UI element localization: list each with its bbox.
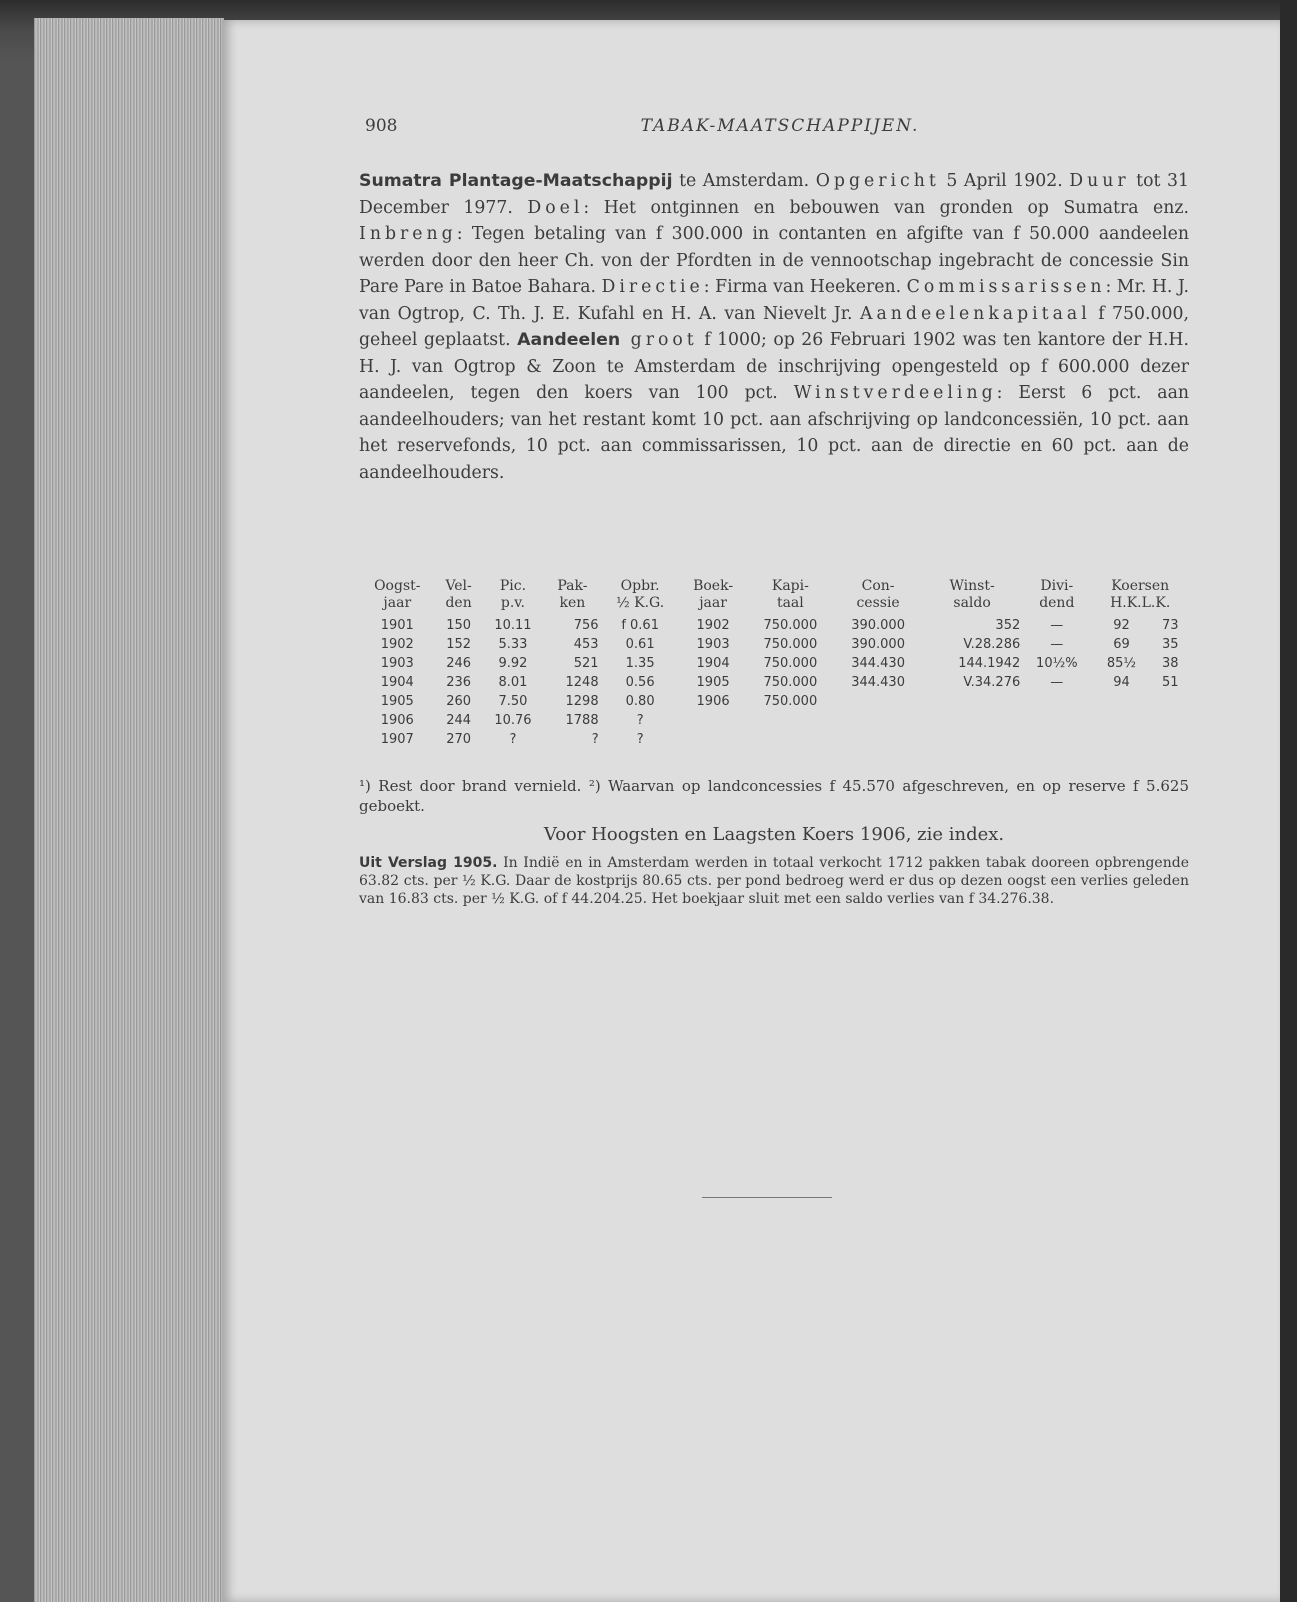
- table-cell: 1904: [380, 675, 414, 690]
- table-cell: 1906: [380, 713, 414, 728]
- table-cell: 1904: [696, 656, 730, 671]
- col-opbrengst: Opbr. ½ K.G.: [616, 578, 665, 611]
- end-rule: [702, 1197, 832, 1198]
- table-cell: 236: [446, 675, 472, 690]
- table-cell: [834, 692, 922, 711]
- table-row: [359, 654, 1189, 673]
- table-cell: ?: [591, 732, 599, 747]
- scan-border: [1280, 0, 1297, 1602]
- book-page-edges: [34, 18, 224, 1602]
- table-row: [359, 711, 1189, 730]
- table-row: [359, 635, 1189, 654]
- col-kapitaal: Kapi- taal: [771, 578, 809, 611]
- table-cell: [1022, 730, 1091, 749]
- table-cell: 10½%: [1036, 656, 1078, 671]
- col-pic: Pic. p.v.: [499, 578, 527, 611]
- table-body: [359, 616, 1189, 749]
- table-cell: 51: [1162, 675, 1179, 690]
- col-boekjaar: Boek- jaar: [693, 578, 734, 611]
- table-cell: 344.430: [851, 675, 905, 690]
- keyword: Aandeelenkapitaal: [860, 303, 1091, 324]
- table-cell: [746, 711, 834, 730]
- table-cell: 750.000: [763, 637, 818, 652]
- table-cell: [680, 711, 747, 730]
- table-cell: 9.92: [498, 656, 528, 671]
- table-cell: [1152, 692, 1189, 711]
- text-segment: f 750.000, geheel geplaatst.: [359, 303, 1189, 350]
- table-cell: ?: [509, 732, 517, 747]
- keyword: Directie: [601, 277, 704, 297]
- table-cell: [1091, 692, 1151, 711]
- text-segment: : Firma van Heekeren.: [703, 277, 907, 297]
- table-cell: 521: [573, 656, 599, 671]
- table-cell: 69: [1113, 637, 1130, 652]
- table-cell: [834, 730, 922, 749]
- table-cell: 246: [446, 656, 472, 671]
- table-cell: 390.000: [851, 618, 905, 633]
- table-row: [359, 673, 1189, 692]
- table-cell: [746, 730, 834, 749]
- table-cell: 10.76: [494, 713, 532, 728]
- text-segment: : Mr. H. J. van Ogtrop, C. Th. J. E. Kufahl en H. A. van Nievelt Jr.: [359, 277, 1190, 324]
- keyword: Commissarissen: [906, 277, 1106, 297]
- table-cell: 1901: [380, 618, 414, 633]
- text-segment: f 1000; op 26 Februari 1902 was ten kantore der H.H. H. J. van Ogtrop & Zoon te Amsterdam de inschrijving opengesteld op f 600.000 dezer aandeelen, tegen den koers van 100 pct.: [359, 330, 1189, 403]
- keyword: Winstverdeeling: [793, 383, 997, 403]
- company-description: [359, 168, 1189, 486]
- keyword: Doel: [527, 197, 584, 218]
- table-cell: 1903: [380, 656, 414, 671]
- keyword: Opgericht: [815, 171, 940, 191]
- table-cell: 453: [573, 637, 599, 652]
- table-cell: 7.50: [498, 694, 528, 709]
- running-title: TABAK-MAATSCHAPPIJEN.: [640, 116, 920, 136]
- table-cell: 750.000: [763, 618, 818, 633]
- table-row: [359, 692, 1189, 711]
- table-cell: 1905: [696, 675, 730, 690]
- text-segment: : Eerst 6 pct. aan aandeelhouders; van het restant komt 10 pct. aan afschrijving op landconcessiën, 10 pct. aan het reservefonds, 10 pct. aan commissarissen, 10 pct. aan de directie en 60 pct. aan de aandeelhouders.: [359, 383, 1189, 483]
- table-cell: 10.11: [494, 618, 532, 633]
- table-cell: 244: [446, 713, 472, 728]
- table-cell: 344.430: [851, 656, 905, 671]
- see-index-note: Voor Hoogsten en Laagsten Koers 1906, zie index.: [543, 824, 1005, 845]
- table-cell: [1091, 730, 1151, 749]
- table-cell: 150: [446, 618, 472, 633]
- table-cell: 1905: [380, 694, 414, 709]
- table-cell: 1.35: [625, 656, 655, 671]
- text-segment: 5 April 1902.: [939, 171, 1070, 191]
- table-cell: 750.000: [763, 675, 818, 690]
- table-cell: 1906: [696, 694, 730, 709]
- table-cell: ?: [636, 713, 644, 728]
- table-cell: [922, 730, 1022, 749]
- table-cell: 0.56: [625, 675, 655, 690]
- company-name: Sumatra Plantage-Maatschappij: [359, 171, 673, 191]
- col-velden: Vel- den: [445, 578, 472, 611]
- table-cell: 1248: [565, 675, 599, 690]
- report-label: Uit Verslag 1905.: [359, 855, 498, 871]
- table-cell: 35: [1162, 637, 1179, 652]
- annual-report-summary: [359, 854, 1189, 908]
- table-cell: 390.000: [851, 637, 905, 652]
- table-cell: 92: [1113, 618, 1130, 633]
- table-cell: 38: [1162, 656, 1179, 671]
- table-cell: —: [1050, 618, 1064, 633]
- table-cell: 5.33: [498, 637, 528, 652]
- table-cell: [922, 711, 1022, 730]
- table-cell: 85½: [1106, 656, 1137, 671]
- table-cell: 0.61: [625, 637, 655, 652]
- keyword-bold: Aandeelen: [517, 330, 621, 350]
- text-segment: : Tegen betaling van f 300.000 in contanten en afgifte van f 50.000 aandeelen werden door den heer Ch. von der Pfordten in de vennootschap ingebracht de concessie Sin Pare Pare in Batoe Bahara.: [359, 224, 1189, 297]
- table-cell: 1298: [565, 694, 599, 709]
- table-cell: f 0.61: [621, 618, 659, 633]
- table-cell: [1022, 711, 1091, 730]
- table-cell: 270: [446, 732, 472, 747]
- table-cell: [834, 711, 922, 730]
- table-cell: 1907: [380, 732, 414, 747]
- table-cell: —: [1050, 637, 1064, 652]
- table-cell: [680, 730, 747, 749]
- col-koersen: Koersen H.K.L.K.: [1110, 578, 1171, 611]
- book-page: [222, 20, 1280, 1602]
- table-cell: [1091, 711, 1151, 730]
- table-cell: [1022, 692, 1091, 711]
- table-cell: 352: [995, 618, 1021, 633]
- table-cell: V.34.276: [963, 675, 1021, 690]
- keyword: Inbreng: [359, 224, 457, 244]
- table-cell: 1902: [380, 637, 414, 652]
- text-segment: tot 31 December 1977.: [359, 171, 1189, 218]
- col-concessie: Con- cessie: [856, 578, 900, 611]
- table-cell: 750.000: [763, 656, 818, 671]
- col-winstsaldo: Winst- saldo: [949, 578, 995, 611]
- table-row: [359, 616, 1189, 635]
- table-cell: 260: [446, 694, 472, 709]
- table-header-row: [359, 578, 1189, 616]
- col-oogstjaar: Oogst- jaar: [374, 578, 421, 611]
- table-row: [359, 730, 1189, 749]
- table-cell: 144.1942: [958, 656, 1021, 671]
- col-pakken: Pak- ken: [557, 578, 588, 611]
- table-cell: 94: [1113, 675, 1130, 690]
- page-number: 908: [365, 116, 398, 136]
- table-cell: 756: [573, 618, 599, 633]
- text-segment: : Het ontginnen en bebouwen van gronden op Sumatra enz.: [583, 197, 1190, 218]
- table-cell: 8.01: [498, 675, 528, 690]
- table-cell: 1903: [696, 637, 730, 652]
- keyword: groot: [620, 330, 698, 350]
- table-cell: ?: [636, 732, 644, 747]
- table-cell: [1152, 730, 1189, 749]
- text-segment: te Amsterdam.: [672, 171, 816, 191]
- footnotes: ¹) Rest door brand vernield. ²) Waarvan op landconcessies f 45.570 afgeschreven, en op reserve f 5.625 geboekt.: [359, 777, 1189, 815]
- col-dividend: Divi- dend: [1039, 578, 1075, 611]
- table-cell: [922, 692, 1022, 711]
- keyword: Duur: [1069, 171, 1130, 191]
- report-text: In Indië en in Amsterdam werden in totaal verkocht 1712 pakken tabak dooreen opbrengende 63.82 cts. per ½ K.G. Daar de kostprijs 80.65 cts. per pond bedroeg werd er dus op dezen oogst een verlies geleden van 16.83 cts. per ½ K.G. of f 44.204.25. Het boekjaar sluit met een saldo verlies van f 34.276.38.: [359, 855, 1189, 907]
- harvest-table: [359, 578, 1189, 749]
- table-cell: 750.000: [763, 694, 818, 709]
- table-cell: V.28.286: [963, 637, 1021, 652]
- running-head: [365, 116, 1195, 140]
- table-cell: —: [1050, 675, 1064, 690]
- table-cell: 1788: [565, 713, 599, 728]
- table-cell: 73: [1162, 618, 1179, 633]
- table-cell: [1152, 711, 1189, 730]
- table-cell: 1902: [696, 618, 730, 633]
- table-cell: 152: [446, 637, 472, 652]
- table-cell: 0.80: [625, 694, 655, 709]
